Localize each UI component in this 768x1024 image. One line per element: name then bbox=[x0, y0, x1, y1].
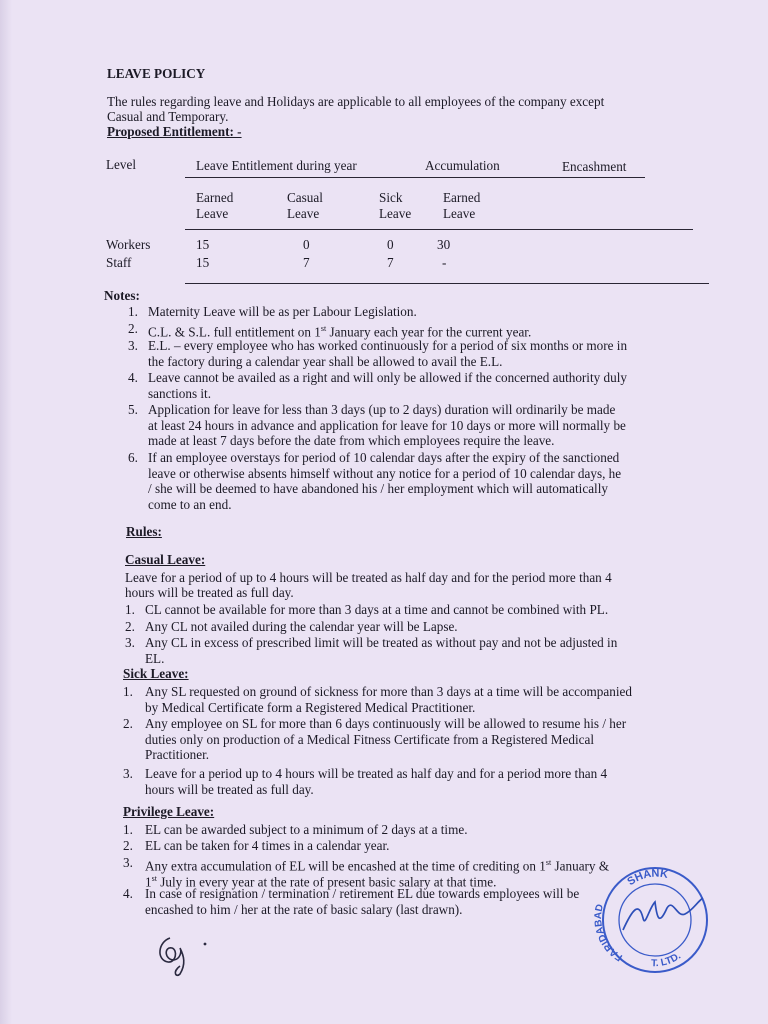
accumulation-header: Accumulation bbox=[425, 158, 500, 173]
page-edge-shadow bbox=[0, 0, 12, 1024]
earned-leave-sub-b: Leave bbox=[196, 206, 229, 221]
entitlement-header: Leave Entitlement during year bbox=[196, 158, 357, 173]
document-title: LEAVE POLICY bbox=[107, 66, 206, 81]
accum-earned-sub-b: Leave bbox=[443, 206, 476, 221]
sick-item-line: Leave for a period up to 4 hours will be treated as half day and for a period more than 4 bbox=[145, 766, 608, 781]
sick-item-line: by Medical Certificate form a Registered Medical Practitioner. bbox=[145, 699, 476, 715]
header-rule bbox=[185, 177, 645, 178]
row-staff-sl: 7 bbox=[387, 255, 394, 270]
stamp-text-left: FARIDABAD bbox=[593, 903, 625, 963]
note-item-line: Application for leave for less than 3 days (up to 2 days) duration will ordinarily be made bbox=[148, 402, 616, 417]
sick-leave-heading: Sick Leave: bbox=[123, 666, 189, 681]
encashment-header: Encashment bbox=[562, 159, 627, 174]
privilege-item-line: 1st July in every year at the rate of present basic salary at that time. bbox=[145, 873, 497, 889]
stamp-text-bottom: T. LTD. bbox=[650, 950, 684, 970]
casual-item-line: EL. bbox=[145, 650, 165, 666]
earned-leave-sub-a: Earned bbox=[196, 190, 234, 205]
privilege-item-line: EL can be taken for 4 times in a calendar year. bbox=[145, 838, 390, 853]
casual-leave-heading: Casual Leave: bbox=[125, 552, 206, 567]
privilege-item-number: 4. bbox=[123, 886, 133, 901]
casual-item-line: Any CL in excess of prescribed limit will be treated as without pay and not be adjusted in bbox=[145, 635, 618, 650]
note-item-number: 5. bbox=[128, 402, 138, 417]
row-workers-level: Workers bbox=[106, 237, 151, 252]
casual-intro-line-1: Leave for a period of up to 4 hours will be treated as half day and for the period more than 4 bbox=[125, 570, 612, 585]
privilege-item-number: 2. bbox=[123, 838, 133, 853]
note-item-number: 1. bbox=[128, 304, 138, 319]
casual-leave-sub-b: Leave bbox=[287, 206, 320, 221]
privilege-item-number: 1. bbox=[123, 822, 133, 837]
level-header: Level bbox=[106, 157, 137, 172]
privilege-item-line: Any extra accumulation of EL will be encashed at the time of crediting on 1st January & bbox=[145, 858, 610, 874]
casual-item-number: 2. bbox=[125, 619, 135, 634]
note-item-line: the factory during a calendar year shall be allowed to avail the E.L. bbox=[148, 353, 503, 369]
sick-item-line: Practitioner. bbox=[145, 747, 210, 762]
accum-earned-sub-a: Earned bbox=[443, 190, 481, 205]
note-item-line: C.L. & S.L. full entitlement on 1st January each year for the current year. bbox=[148, 324, 532, 340]
row-staff-el: 15 bbox=[196, 255, 210, 270]
note-item-number: 4. bbox=[128, 370, 138, 385]
row-staff-acc: - bbox=[442, 255, 447, 270]
note-item-number: 3. bbox=[128, 338, 138, 353]
privilege-item-line: encashed to him / her at the rate of basic salary (last drawn). bbox=[145, 901, 463, 917]
casual-intro-line-2: hours will be treated as full day. bbox=[125, 585, 294, 600]
note-item-line: Maternity Leave will be as per Labour Legislation. bbox=[148, 304, 417, 319]
signature-mark bbox=[150, 930, 220, 980]
sick-item-line: hours will be treated as full day. bbox=[145, 781, 314, 797]
note-item-line: If an employee overstays for period of 10 calendar days after the expiry of the sanctioned bbox=[148, 450, 620, 465]
sick-item-line: duties only on production of a Medical Fitness Certificate from a Registered Medical bbox=[145, 731, 594, 747]
privilege-item-line: EL can be awarded subject to a minimum of 2 days at a time. bbox=[145, 822, 468, 837]
note-item-line: at least 24 hours in advance and application for leave for 10 days or more will normally be bbox=[148, 417, 626, 433]
casual-item-number: 3. bbox=[125, 635, 135, 650]
intro-line-2: Casual and Temporary. bbox=[107, 109, 229, 124]
intro-line-1: The rules regarding leave and Holidays are applicable to all employees of the company except bbox=[107, 94, 605, 109]
stamp-text-top: SHANK bbox=[625, 867, 670, 889]
table-bottom-rule bbox=[185, 283, 709, 284]
privilege-item-number: 3. bbox=[123, 855, 133, 870]
privilege-item-line: In case of resignation / termination / retirement EL due towards employees will be bbox=[145, 886, 580, 901]
sick-item-number: 2. bbox=[123, 716, 133, 731]
proposed-entitlement-heading: Proposed Entitlement: - bbox=[107, 124, 242, 139]
note-item-line: sanctions it. bbox=[148, 385, 212, 401]
sick-item-number: 1. bbox=[123, 684, 133, 699]
notes-heading: Notes: bbox=[104, 288, 140, 303]
note-item-number: 2. bbox=[128, 321, 138, 336]
sick-leave-sub-b: Leave bbox=[379, 206, 412, 221]
row-workers-el: 15 bbox=[196, 237, 210, 252]
note-item-number: 6. bbox=[128, 450, 138, 465]
casual-item-number: 1. bbox=[125, 602, 135, 617]
note-item-line: E.L. – every employee who has worked continuously for a period of six months or more in bbox=[148, 338, 628, 353]
subheader-rule bbox=[185, 229, 693, 230]
casual-item-line: CL cannot be available for more than 3 days at a time and cannot be combined with PL. bbox=[145, 602, 609, 617]
note-item-line: made at least 7 days before the date from which employees require the leave. bbox=[148, 433, 555, 448]
note-item-line: / she will be deemed to have abandoned his / her employment which will automatically bbox=[148, 481, 608, 496]
rules-heading: Rules: bbox=[126, 524, 162, 539]
row-workers-acc: 30 bbox=[437, 237, 451, 252]
row-staff-cl: 7 bbox=[303, 255, 310, 270]
privilege-leave-heading: Privilege Leave: bbox=[123, 804, 215, 819]
sick-leave-sub-a: Sick bbox=[379, 190, 403, 205]
sick-item-line: Any SL requested on ground of sickness for more than 3 days at a time will be accompanied bbox=[145, 684, 632, 699]
company-stamp bbox=[593, 858, 723, 976]
note-item-line: leave or otherwise absents himself without any notice for a period of 10 calendar days, he bbox=[148, 465, 622, 481]
sick-item-number: 3. bbox=[123, 766, 133, 781]
casual-item-line: Any CL not availed during the calendar year will be Lapse. bbox=[145, 619, 458, 634]
row-workers-cl: 0 bbox=[303, 237, 310, 252]
note-item-line: come to an end. bbox=[148, 496, 232, 512]
casual-leave-sub-a: Casual bbox=[287, 190, 323, 205]
sick-item-line: Any employee on SL for more than 6 days continuously will be allowed to resume his / her bbox=[145, 716, 627, 731]
row-workers-sl: 0 bbox=[387, 237, 394, 252]
note-item-line: Leave cannot be availed as a right and will only be allowed if the concerned authority duly bbox=[148, 370, 627, 385]
row-staff-level: Staff bbox=[106, 255, 132, 270]
